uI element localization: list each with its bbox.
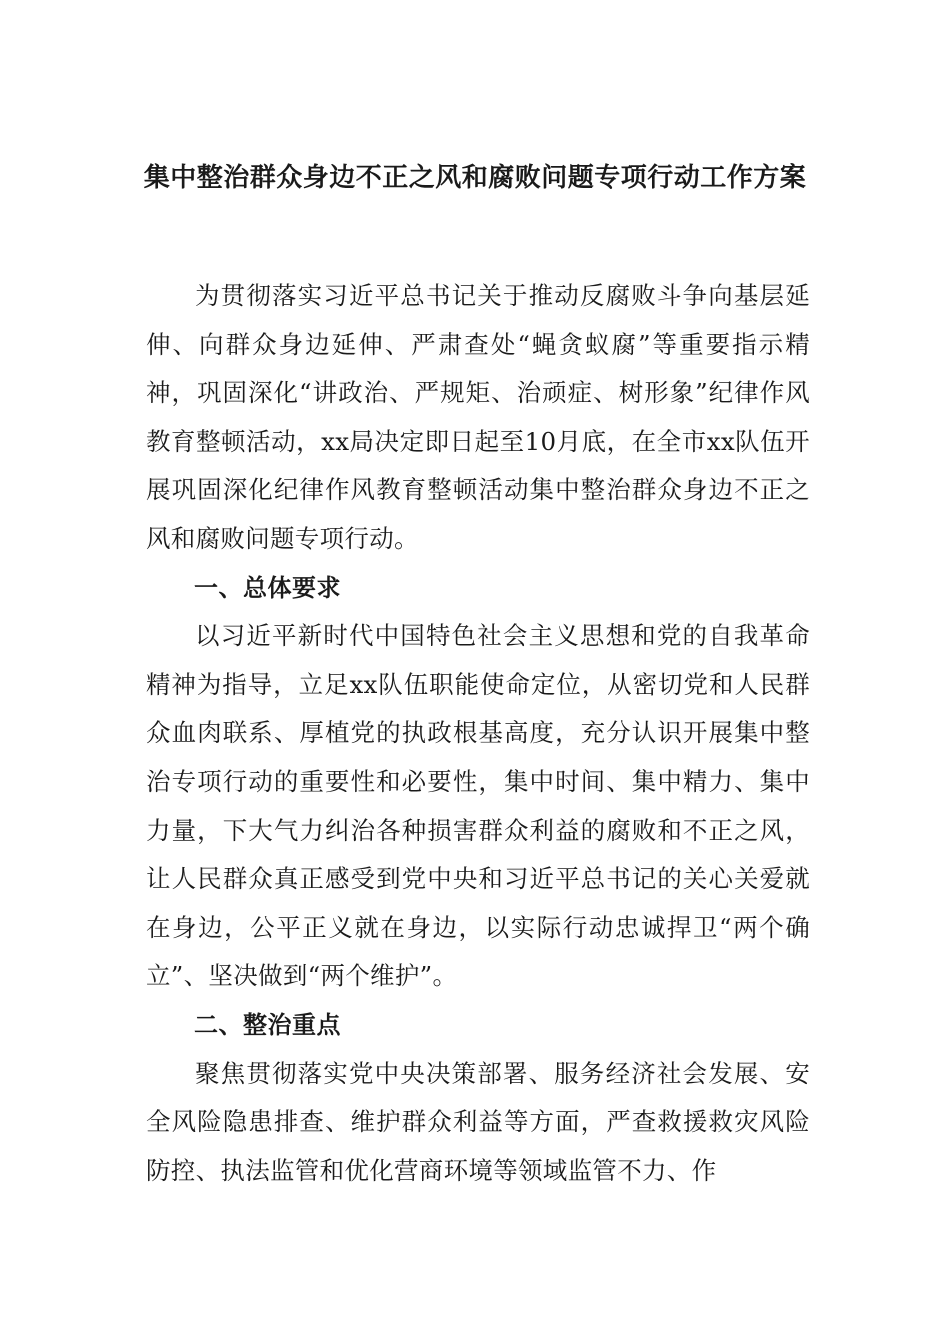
- section-heading-rectification-focus: 二、整治重点: [194, 1010, 341, 1039]
- section-paragraph-rectification-focus: 聚焦贯彻落实党中央决策部署、服务经济社会发展、安全风险隐患排查、维护群众利益等方面，严查救援救灾风险防控、执法监管和优化营商环境等领域监管不力、作: [146, 1058, 810, 1185]
- intro-paragraph: 为贯彻落实习近平总书记关于推动反腐败斗争向基层延伸、向群众身边延伸、严肃查处“蝇贪蚁腐”等重要指示精神，巩固深化“讲政治、严规矩、治顽症、树形象”纪律作风教育整顿活动，xx局决定即日起至10月底，在全市xx队伍开展巩固深化纪律作风教育整顿活动集中整治群众身边不正之风和腐败问题专项行动。: [146, 281, 810, 553]
- section-paragraph-general-requirements: 以习近平新时代中国特色社会主义思想和党的自我革命精神为指导，立足xx队伍职能使命定位，从密切党和人民群众血肉联系、厚植党的执政根基高度，充分认识开展集中整治专项行动的重要性和必要性，集中时间、集中精力、集中力量，下大气力纠治各种损害群众利益的腐败和不正之风，让人民群众真正感受到党中央和习近平总书记的关心关爱就在身边，公平正义就在身边，以实际行动忠诚捍卫“两个确立”、坚决做到“两个维护”。: [146, 621, 810, 991]
- section-heading-general-requirements: 一、总体要求: [194, 573, 341, 602]
- document-body: [146, 272, 810, 1195]
- document-title: 集中整治群众身边不正之风和腐败问题专项行动工作方案: [143, 163, 807, 193]
